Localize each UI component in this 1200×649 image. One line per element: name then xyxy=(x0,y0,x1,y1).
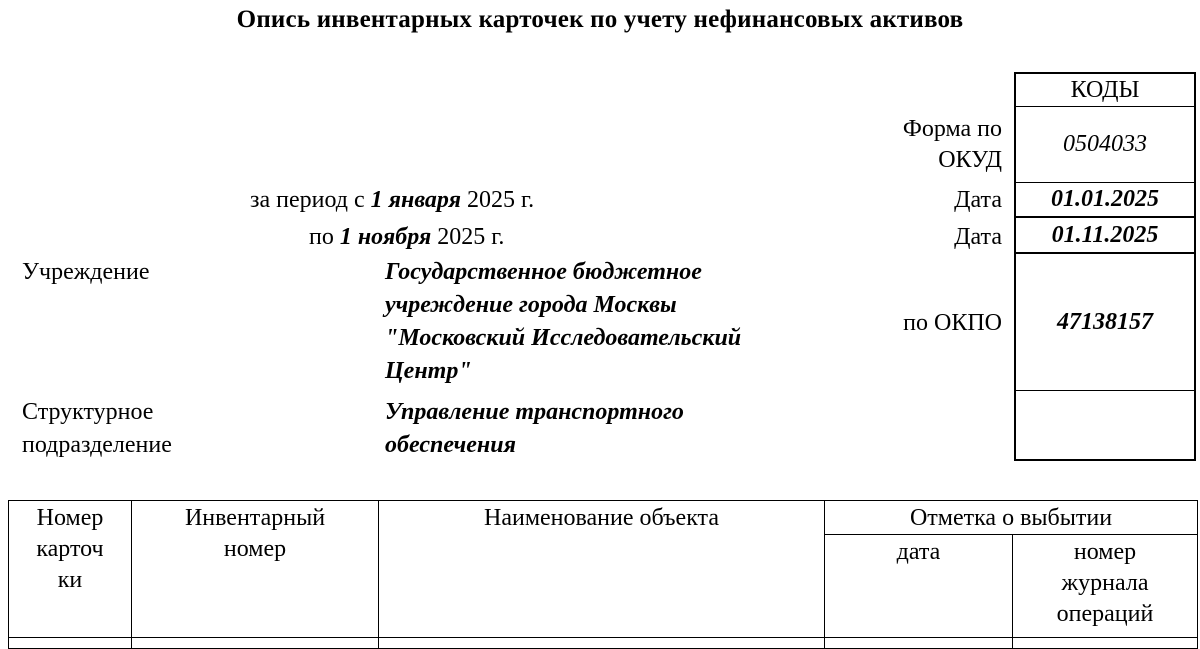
col-inventory-number xyxy=(132,501,379,638)
date-to-label: Дата xyxy=(954,224,1002,250)
col-card-number xyxy=(9,501,132,638)
okpo-label: по ОКПО xyxy=(903,310,1002,336)
period-from-prefix: за период с xyxy=(250,187,371,213)
date-to-value: 01.11.2025 xyxy=(1051,221,1159,248)
period-from-year: 2025 г. xyxy=(460,187,535,213)
institution-name-line: "Московский Исследовательский xyxy=(385,325,742,351)
codes-header: КОДЫ xyxy=(1070,76,1140,103)
department-name-line: обеспечения xyxy=(385,432,516,458)
col-object-name: Наименование объекта xyxy=(379,501,825,638)
period-from-line xyxy=(250,184,650,217)
col-journal-number-line: операций xyxy=(1056,601,1154,627)
period-from-date: 1 января xyxy=(370,187,461,213)
col-disposal-mark: Отметка о выбытии xyxy=(825,501,1198,535)
department-label-line: Структурное xyxy=(22,399,154,425)
table-row-cell xyxy=(825,638,1013,649)
department-label xyxy=(22,396,322,462)
date-from-value: 01.01.2025 xyxy=(1051,186,1159,212)
institution-name-line: учреждение города Москвы xyxy=(385,292,677,318)
form-okud-label xyxy=(840,114,1002,176)
institution-label: Учреждение xyxy=(22,259,150,285)
period-to-prefix: по xyxy=(309,224,340,250)
date-from-label: Дата xyxy=(954,187,1002,213)
col-journal-number-line: журнала xyxy=(1061,570,1149,596)
period-to-line xyxy=(309,221,709,254)
col-inventory-number-line: Инвентарный xyxy=(184,505,326,531)
okpo-value: 47138157 xyxy=(1057,308,1153,335)
col-card-number-line: Номер xyxy=(36,505,104,531)
document-title: Опись инвентарных карточек по учету нефинансовых активов xyxy=(236,6,964,33)
form-okud-value: 0504033 xyxy=(1063,131,1147,157)
form-okud-label-line: Форма по xyxy=(902,116,1002,142)
department-label-line: подразделение xyxy=(22,432,172,458)
inventory-table xyxy=(8,500,1198,649)
col-disposal-date: дата xyxy=(825,535,1013,638)
table-row-cell xyxy=(9,638,132,649)
table-row-cell xyxy=(132,638,379,649)
table-row-cell xyxy=(1013,638,1198,649)
form-okud-label-line: ОКУД xyxy=(938,147,1002,173)
col-card-number-line: ки xyxy=(57,567,83,593)
institution-name-line: Государственное бюджетное xyxy=(385,259,702,285)
col-journal-number xyxy=(1013,535,1198,638)
institution-name xyxy=(385,256,855,388)
period-to-year: 2025 г. xyxy=(431,224,505,250)
col-journal-number-line: номер xyxy=(1073,539,1137,565)
department-name-line: Управление транспортного xyxy=(385,399,684,425)
institution-name-line: Центр" xyxy=(385,358,472,384)
col-inventory-number-line: номер xyxy=(223,536,287,562)
table-row-cell xyxy=(379,638,825,649)
period-to-date: 1 ноября xyxy=(339,224,432,250)
col-card-number-line: карточ xyxy=(36,536,104,562)
extra-code-value xyxy=(1014,391,1196,459)
department-name xyxy=(385,396,855,462)
